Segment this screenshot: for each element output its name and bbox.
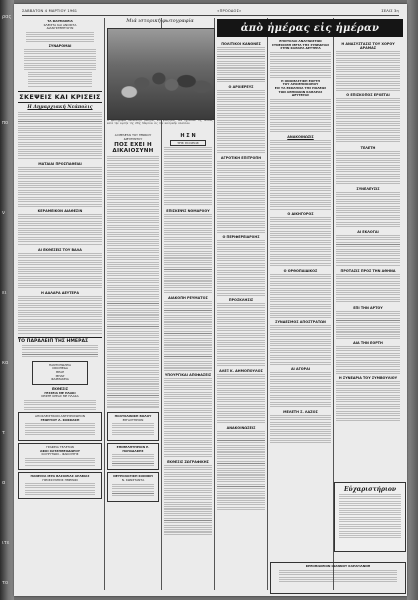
text-block [217,47,265,83]
column-rule [267,18,268,590]
advert-line: ΑΦΟΙ ΧΑΤΖΗΘΕΟΔΩΡΟΥ [40,448,80,453]
subhead: ΠΡΟΤΑΣΙΣ ΠΡΟΣ ΤΗΝ ΑΘΗΝΑ [340,269,396,273]
news-subtitle: ΤΗΣ ΠΟΛΕΩΣ [170,140,206,146]
section-header [18,91,102,103]
column-rule [104,18,105,590]
edge-fragment: ρας [2,14,12,20]
text-block [270,52,331,78]
subhead: ΤΕΛΕΤΗ [360,146,376,150]
text-block [336,192,400,228]
text-block [336,274,400,304]
advert-line: ΠΡΟΣΚΥΝΗΣΙΣ ΗΜΕΡΩΝ [42,477,78,482]
text-block [270,415,331,445]
text-block [112,484,154,498]
text-block [217,240,265,296]
subhead: Η ΔΑΛΑΡΑ ΔΕΥΤΕΡΑ [41,290,79,295]
edge-fragment: τ [2,430,6,436]
banner [217,19,403,37]
subhead: ΠΟΛΙΤΙΚΟΙ ΚΑΝΟΝΕΣ [221,42,261,46]
news-title: Η Σ Ν [180,133,196,139]
lead-block [270,40,331,51]
advert-line: ΝΕΥΡΟΛΟΓΙΚΗ ΚΛΙΝΙΚΗ [113,474,153,479]
clinic-ad-2 [107,443,159,470]
pharmacy-line: ΤΑ ΦΑΡΜΑΚΕΙΑ [47,19,73,23]
advert-box-2 [18,443,102,470]
text-block [217,431,265,511]
lead-block-2 [270,80,331,98]
edge-fragment: κα [2,360,9,366]
subhead: ΑΙ ΑΓΟΡΑΙ [290,366,311,371]
text-block [25,483,95,495]
listing-line: ΟΙΚΟΠΕΔΑ [52,366,68,371]
subhead: Ο ΟΡΘΟΠΑΙΔΙΚΟΣ [283,268,318,273]
lead-line: Η ΟΝΟΜΑΣΤΙΚΗ ΕΟΡΤΗ [281,78,320,83]
advert-line: ΠΑΝΕΣΣΑ ΙΕΡΑ ΒΑΣΙΛΕΙΑΣ ΑΡΑΒΙΑΣ [30,473,90,478]
notice-title: ΕΚΘΕΣΙΣ [51,386,69,391]
text-block [18,296,102,334]
subhead: Ο ΑΡΧΙΕΡΕΥΣ [228,85,254,89]
subhead: Ο ΠΕΡΙΦΕΡΕΙΑΡΧΗΣ [222,235,260,239]
subhead: ΚΕΡΑΜΕΙΚΟΝ ΔΙΑΘΕΣΙΝ [37,208,83,213]
column-2 [107,133,159,590]
footer-ad [270,562,406,594]
subhead: Η ΣΥΝΕΔΡΙΑ ΤΟΥ ΣΥΜΒΟΥΛΙΟΥ [338,376,398,380]
listing-box [32,361,88,385]
advert-line: ΕΠΙΜΕΛΗΤΗΡΙΟΝ Ε. ΠΑΠΑΔΑΚΗΣ [116,445,150,453]
subhead: ΜΕΛΕΤΗ Σ. ΛΑΖΟΣ [283,409,318,414]
advert-box-3 [18,472,102,499]
text-block [18,167,102,207]
lead-line: ΣΥΝΕΧΙΣΘΗ ΜΕΤΑ ΤΗΣ ΣΥΝΕΔΡΙΑΣ [271,42,330,47]
footer-ad-title: ΚΡΕΟΠΩΛΕΙΟΝ ΙΩΑΝΝΟΥ ΚΑΡΑΓΙΑΝΝΗ [305,564,371,568]
text-block [164,214,212,294]
adjacent-page-left-edge [0,0,14,600]
text-block [164,301,212,371]
text-block [217,374,265,424]
edge-fragment: το [2,580,9,586]
subhead: ΑΛΕΞ Κ. ΔΗΜΟΠΟΥΛΟΣ [219,369,263,373]
text-block [270,99,331,133]
thank-you-ad [334,482,406,552]
edge-fragment: ει [2,290,7,296]
subhead: ΔΙΑ ΤΗΝ ΕΟΡΤΗ [353,341,383,345]
advert-line: ΑΠΟΚΛΕΙΣΤΙΚΟΝ ΑΝΤΙΠΡΟΣΩΠΟΝ [34,413,86,418]
advert-box-1 [18,412,102,441]
advert-line: ΚΟΥΡΥΤΙΩΝ – ΦΑΚΟΥΡΗΣ [41,452,79,457]
text-block [112,423,154,437]
paper-name: «ΠΡΟΟΔΟΣ» [217,9,242,13]
text-block [28,72,92,88]
photo-heading: Μιά ιστορική φωτογραφία [126,18,194,24]
photo-caption: Η φωτογραφία απεικονίζει μαθητάς και μαθητρίας των σχολείων της πόλεως κατά την εορτήν της 25ης Μαρτίου εις την κεντρικήν πλατείαν. [107,120,213,125]
text-block [22,345,98,359]
text-block [336,311,400,339]
text-block [339,494,401,540]
subhead: ΕΠΙ ΤΗΝ ΑΡΤΟΥ [353,306,383,310]
text-block [112,454,154,466]
historic-photo [107,28,215,120]
column-5 [270,40,331,590]
text-block [164,378,212,458]
lead-line: ΤΩΝ ΑΘΗΝΑΙΩΝ ΚΑΘΑΡΑΣ ΔΕΥΤΕΡΑΣ [278,89,323,98]
adjacent-page-right-edge [407,0,418,600]
edge-fragment: ν [2,210,5,216]
subhead: ΕΚΘΕΣΙΣ ΖΩΓΡΑΦΙΚΗΣ [167,460,209,464]
text-block [336,151,400,185]
kicker: ΑΙ ΜΕΛΕΤΑΙ ΤΟΥ ΓΕΝΙΚΟΥ ΔΙΕΥΘΥΝΤΟΥ [114,133,152,141]
listing-line: ΦΑΡΜΑΚΕΙΑ [51,377,69,382]
pharmacy-line: ΔΙΑΝΥΚΤΕΡΕΥΟΥΝ [46,26,74,31]
listing-line: ΠΑΝΤΟΠΩΛΕΙΑ [48,362,72,367]
running-head [22,7,399,16]
text-block [164,465,212,535]
text-block [270,140,331,210]
banner-title: ἀπὸ ἡμέρας εἰς ἡμέραν [240,22,380,34]
subhead: ΥΠΟΥΡΓΙΚΑΙ ΑΠΟΦΑΣΕΙΣ [164,373,212,377]
text-block [24,49,96,71]
listing-line: ΜΠΑΡ [55,373,65,378]
newspaper-page [14,4,407,596]
lead-line: ΤΟΥ ΑΡΧΙΕΠΙΣΚΟΠΟΥ [282,82,319,87]
photo-heading-wrap [107,18,213,28]
section-header-2 [18,337,102,344]
text-block [18,253,102,289]
column-6 [336,40,400,474]
subhead: ΑΙ ΕΚΛΟΓΑΙ [357,230,379,234]
headline: ΠΟΣ ΕΧΕΙ Η ΔΙΚΑΙΟΣΥΝΗ [112,142,154,154]
column-1 [18,18,102,590]
column-3 [164,133,212,590]
subhead: ΣΥΝΕΛΕΥΣΙΣ [356,187,380,191]
notice-line: ΓΕΣΣΕΙΑ ΜΕ ΠΛΑΚΙ [44,390,76,395]
advert-line: ΠΟΛΥΚΛΙΝΙΚΗ ΒΟΛΟΥ [114,414,152,418]
pharmacy-box [18,20,102,31]
subhead: ΑΓΡΟΤΙΚΗ ΕΠΙΤΡΟΠΗ [220,156,262,160]
subhead: Ο ΕΠΙΣΚΟΠΟΣ ΕΡΧΕΤΑΙ [346,93,390,97]
text-block [336,51,400,91]
text-block [18,214,102,246]
article-title: Η Δημαρχιακή Νεάπολις [27,104,93,110]
advert-line: ΓΕΩΡΓΙΟΥ Λ. ΚΟΚΚΑΚΗ [40,417,80,422]
thank-you-title: Εὐχαριστήριον [343,486,397,493]
lead-line: ΕΠΙΣΤΟΛΑΙ ΑΝΑΓΝΩΣΤΩΝ [279,40,322,43]
text-block [336,98,400,144]
subhead: ΑΝΑΚΟΙΝΩΣΕΙΣ [226,426,256,430]
advert-line: ΕΡΓΑΣΤΗΡΙΟΝ [122,417,144,422]
text-block [25,458,95,466]
pharmacy-line: ΚΛΕΙΣΤΑ ΚΑΙ ΑΝΟΙΚΤΑ [43,22,77,27]
subhead: ΣΥΝΔΕΣΜΟΣ ΑΠΟΣΤΡΑΤΩΝ [275,319,326,324]
subhead: ΜΑΤΑΙΑΙ ΠΡΟΣΠΑΘΕΙΑΙ [38,161,82,166]
text-block [270,217,331,267]
text-block [25,423,95,437]
section-title: ΣΚΕΨΕΙΣ ΚΑΙ ΚΡΙΣΕΙΣ [19,92,101,101]
subhead: Η ΑΝΑΣΥΣΤΑΣΙΣ ΤΟΥ ΧΟΡΟΥ ΔΡΑΜΑΣ [341,42,395,50]
edge-fragment: πο [2,120,9,126]
subhead: ΑΙ ΕΚΘΕΣΕΙΣ ΤΟΥ ΒΑΛΑ [38,247,82,252]
text-block [279,570,397,584]
text-block [336,381,400,421]
text-block [270,372,331,408]
issue-date: ΣΑΒΒΑΤΟΝ 4 ΜΑΡΤΙΟΥ 1961 [22,9,78,13]
subhead: Ο ΔΙΚΗΓΟΡΟΣ [287,211,314,216]
subscriptions-heading: ΣΥΝΔΡΟΜΑΙ [48,43,72,48]
text-block [270,274,331,318]
text-block [18,112,102,160]
text-block [217,161,265,233]
text-block [164,147,212,207]
subhead: ΑΝΑΚΟΙΝΩΣΙΣ [287,134,314,139]
column-4 [217,40,265,590]
section-title-2: ΤΟ ΠΑΡΑΛΕΙΠ ΤΗΣ ΗΜΕΡΑΣ [18,338,89,344]
subhead: ΕΠΙΣΚΕΨΙΣ ΝΟΜΑΡΧΟΥ [166,209,210,213]
text-block [217,303,265,367]
advert-line: ΓΡΑΦΕΙΑ ΤΕΛΕΤΩΝ [46,445,74,450]
clinic-ad-3 [107,472,159,501]
edge-fragment: α [2,480,6,486]
text-block [336,346,400,374]
notice-line: ΚΕΦΤΕ ΚΡΕΑΣ ΜΕ ΠΛΑΚΑ [41,394,79,399]
lead-line: ΣΤΗΝ ΚΑΘΑΡΑ ΔΕΥΤΕΡΑ [280,46,321,51]
text-block [270,325,331,365]
clinic-ad-1 [107,412,159,441]
edge-fragment: ιτε [2,540,10,546]
subhead: ΠΡΟΣΚΛΗΣΙΣ [228,298,254,302]
text-block [107,156,159,408]
text-block [26,32,94,42]
listing-line: ΘΕΑΕ [55,369,65,374]
advert-line: Ν. ΚΩΝΣΤΑΝΤΑ [121,477,145,482]
text-block [217,90,265,154]
lead-line: ΕΙΣ ΤΑ ΕΚΚΛΗΣΙΑ ΤΗΣ ΠΟΛΕΩΣ [274,85,327,90]
text-block [24,400,96,410]
subhead: ΔΙΑΚΟΠΗ ΡΕΥΜΑΤΟΣ [168,296,208,300]
text-block [336,235,400,267]
page-number: ΣΕΛΙΣ 3η [381,9,399,13]
